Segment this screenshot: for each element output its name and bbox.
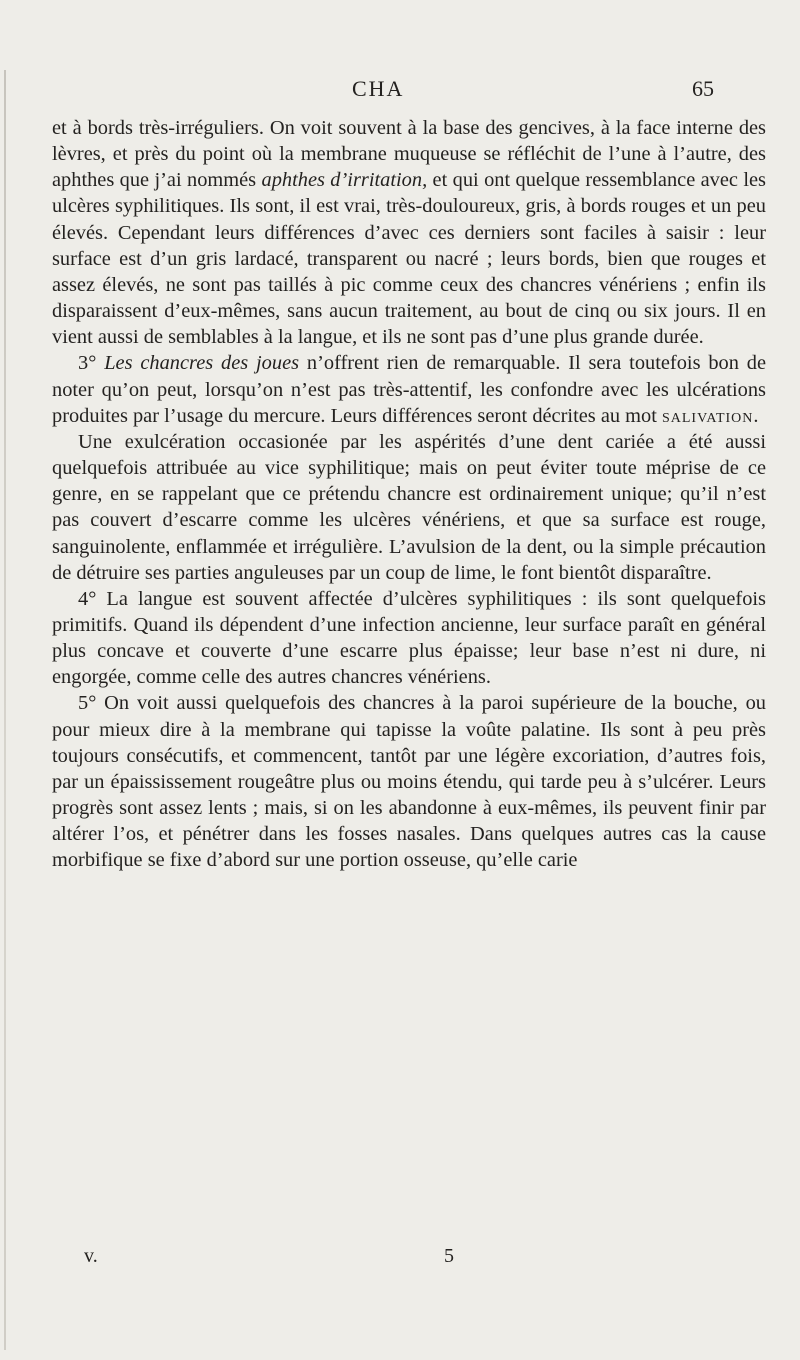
page-header	[0, 76, 800, 106]
page-gutter-edge	[4, 70, 6, 1350]
paragraph-2-cross-reference: salivation.	[661, 404, 760, 427]
paragraph-2	[52, 350, 766, 428]
paragraph-1-italic-term: aphthes d’irritation,	[261, 169, 428, 192]
volume-signature: v.	[84, 1245, 98, 1267]
paragraph-2-italic-term: Les chancres des joues	[104, 352, 300, 375]
paragraph-4: 4° La langue est souvent affectée d’ulcères syphilitiques : ils sont quelquefois primitifs. Quand ils dépendent d’une infection ancienne, leur surface paraît en général plus concave et couverte d’une escarre plus épaisse; leur base n’est ni dure, ni engorgée, comme celle des autres chancres vénériens.	[52, 587, 766, 689]
paragraph-2-number: 3°	[78, 352, 105, 375]
sheet-number: 5	[444, 1245, 454, 1267]
paragraph-1-text: et à bords très-irréguliers. On voit souvent à la base des gencives, à la face interne des lèvres, et près du point où la membrane muqueuse se réfléchit de l’une à l’autre, des aphthes que j’ai nommés	[52, 117, 766, 192]
running-title: CHA	[352, 76, 405, 101]
paragraph-5: 5° On voit aussi quelquefois des chancres à la paroi supérieure de la bouche, ou pour mieux dire à la membrane qui tapisse la voûte palatine. Ils sont à peu près toujours consécutifs, et commencent, tantôt par une légère excoriation, d’autres fois, par un épaississement rougeâtre plus ou moins étendu, qui tarde peu à s’ulcérer. Leurs progrès sont assez lents ; mais, si on les abandonne à eux-mêmes, ils peuvent finir par altérer l’os, et pénétrer dans les fosses nasales. Dans quelques autres cas la cause morbifique se fixe d’abord sur une portion osseuse, qu’elle carie	[52, 692, 766, 872]
paragraph-1	[52, 115, 766, 350]
page-number: 65	[692, 76, 714, 101]
body-text	[52, 115, 766, 874]
paragraph-2-text: n’offrent rien de remarquable. Il sera toutefois bon de noter qu’on peut, lorsqu’on n’est pas très-attentif, les confondre avec les ulcérations produites par l’usage du mercure. Leurs différences seront décrites au mot	[52, 352, 766, 427]
paragraph-1-continuation: et qui ont quelque ressemblance avec les ulcères syphilitiques. Ils sont, il est vrai, très-douloureux, gris, à bords rouges et un peu élevés. Cependant leurs différences d’avec ces derniers sont faciles à saisir : leur surface est d’un gris lardacé, transparent ou nacré ; leurs bords, bien que rouges et assez élevés, ne sont pas taillés à pic comme ceux des chancres vénériens ; enfin ils disparaissent d’eux-mêmes, sans aucun traitement, au bout de cinq ou six jours. Il en vient aussi de semblables à la langue, et ils ne sont pas d’une plus grande durée.	[52, 169, 766, 349]
paragraph-3: Une exulcération occasionée par les aspérités d’une dent cariée a été aussi quelquefois attribuée au vice syphilitique; mais on peut éviter toute méprise de ce genre, en se rappelant que ce prétendu chancre est ordinairement unique; qu’il n’est pas couvert d’escarre comme les ulcères vénériens, et que sa surface est rouge, sanguinolente, enflammée et irrégulière. L’avulsion de la dent, ou la simple précaution de détruire ses parties anguleuses par un coup de lime, le font bientôt disparaître.	[52, 430, 766, 584]
